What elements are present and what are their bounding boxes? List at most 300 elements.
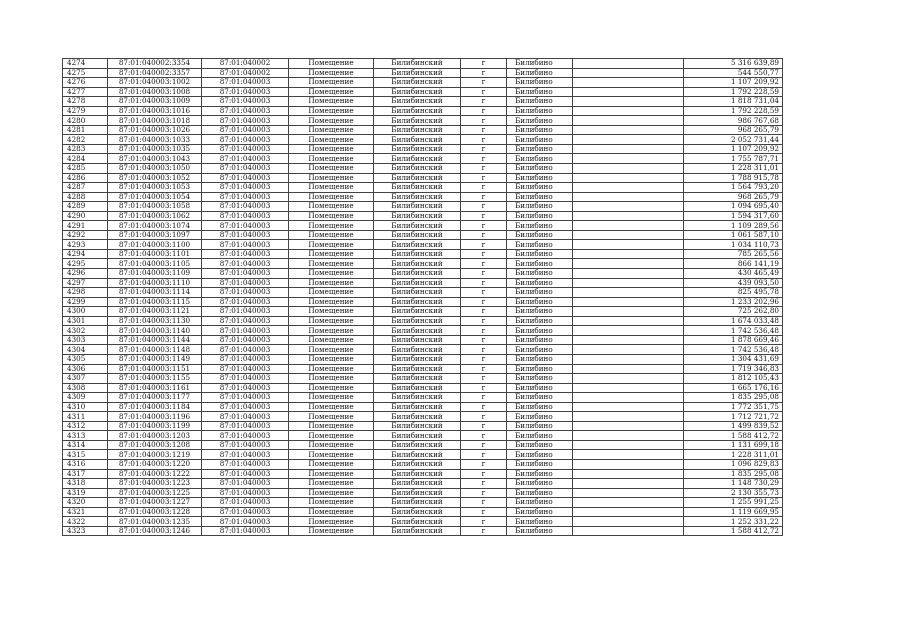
cadastral-value-cell: 1 119 669,95 bbox=[684, 507, 783, 517]
table-row bbox=[63, 488, 783, 498]
settlement-name-cell: Билибино bbox=[507, 116, 573, 126]
cadastral-quarter-cell: 87:01:040003 bbox=[202, 278, 289, 288]
cadastral-number-cell: 87:01:040003:1100 bbox=[108, 240, 202, 250]
empty-cell bbox=[573, 78, 684, 88]
cadastral-value-cell: 986 767,68 bbox=[684, 116, 783, 126]
settlement-kind-cell: г bbox=[461, 316, 507, 326]
settlement-kind-cell: г bbox=[461, 507, 507, 517]
cadastral-quarter-cell: 87:01:040003 bbox=[202, 144, 289, 154]
cadastral-quarter-cell: 87:01:040003 bbox=[202, 412, 289, 422]
district-cell: Билибинский bbox=[374, 249, 461, 259]
object-type-cell: Помещение bbox=[289, 421, 374, 431]
empty-cell bbox=[573, 383, 684, 393]
object-type-cell: Помещение bbox=[289, 68, 374, 78]
district-cell: Билибинский bbox=[374, 354, 461, 364]
object-type-cell: Помещение bbox=[289, 192, 374, 202]
cadastral-value-cell: 1 255 991,25 bbox=[684, 498, 783, 508]
cadastral-number-cell: 87:01:040003:1219 bbox=[108, 450, 202, 460]
object-type-cell: Помещение bbox=[289, 316, 374, 326]
row-number-cell: 4294 bbox=[63, 249, 108, 259]
cadastral-number-cell: 87:01:040003:1148 bbox=[108, 345, 202, 355]
settlement-name-cell: Билибино bbox=[507, 526, 573, 536]
cadastral-number-cell: 87:01:040003:1018 bbox=[108, 116, 202, 126]
district-cell: Билибинский bbox=[374, 173, 461, 183]
settlement-name-cell: Билибино bbox=[507, 335, 573, 345]
settlement-name-cell: Билибино bbox=[507, 173, 573, 183]
row-number-cell: 4314 bbox=[63, 440, 108, 450]
row-number-cell: 4315 bbox=[63, 450, 108, 460]
empty-cell bbox=[573, 230, 684, 240]
object-type-cell: Помещение bbox=[289, 488, 374, 498]
settlement-kind-cell: г bbox=[461, 173, 507, 183]
table-row bbox=[63, 431, 783, 441]
settlement-name-cell: Билибино bbox=[507, 421, 573, 431]
object-type-cell: Помещение bbox=[289, 97, 374, 107]
settlement-name-cell: Билибино bbox=[507, 97, 573, 107]
district-cell: Билибинский bbox=[374, 240, 461, 250]
row-number-cell: 4292 bbox=[63, 230, 108, 240]
settlement-name-cell: Билибино bbox=[507, 364, 573, 374]
object-type-cell: Помещение bbox=[289, 278, 374, 288]
settlement-name-cell: Билибино bbox=[507, 154, 573, 164]
row-number-cell: 4317 bbox=[63, 469, 108, 479]
empty-cell bbox=[573, 59, 684, 69]
table-row bbox=[63, 221, 783, 231]
district-cell: Билибинский bbox=[374, 192, 461, 202]
table-row bbox=[63, 316, 783, 326]
table-row bbox=[63, 354, 783, 364]
table-row bbox=[63, 412, 783, 422]
table-row bbox=[63, 526, 783, 536]
settlement-kind-cell: г bbox=[461, 469, 507, 479]
district-cell: Билибинский bbox=[374, 202, 461, 212]
registry-body bbox=[63, 59, 783, 536]
cadastral-quarter-cell: 87:01:040002 bbox=[202, 59, 289, 69]
cadastral-number-cell: 87:01:040003:1121 bbox=[108, 307, 202, 317]
cadastral-quarter-cell: 87:01:040003 bbox=[202, 164, 289, 174]
settlement-kind-cell: г bbox=[461, 326, 507, 336]
cadastral-quarter-cell: 87:01:040003 bbox=[202, 249, 289, 259]
empty-cell bbox=[573, 173, 684, 183]
empty-cell bbox=[573, 106, 684, 116]
cadastral-quarter-cell: 87:01:040003 bbox=[202, 364, 289, 374]
object-type-cell: Помещение bbox=[289, 87, 374, 97]
empty-cell bbox=[573, 326, 684, 336]
settlement-kind-cell: г bbox=[461, 288, 507, 298]
object-type-cell: Помещение bbox=[289, 479, 374, 489]
settlement-kind-cell: г bbox=[461, 517, 507, 527]
cadastral-value-cell: 1 034 110,73 bbox=[684, 240, 783, 250]
cadastral-quarter-cell: 87:01:040003 bbox=[202, 297, 289, 307]
district-cell: Билибинский bbox=[374, 211, 461, 221]
row-number-cell: 4284 bbox=[63, 154, 108, 164]
row-number-cell: 4293 bbox=[63, 240, 108, 250]
empty-cell bbox=[573, 87, 684, 97]
object-type-cell: Помещение bbox=[289, 440, 374, 450]
cadastral-quarter-cell: 87:01:040003 bbox=[202, 183, 289, 193]
object-type-cell: Помещение bbox=[289, 469, 374, 479]
district-cell: Билибинский bbox=[374, 517, 461, 527]
settlement-kind-cell: г bbox=[461, 135, 507, 145]
object-type-cell: Помещение bbox=[289, 154, 374, 164]
table-row bbox=[63, 240, 783, 250]
table-row bbox=[63, 135, 783, 145]
cadastral-quarter-cell: 87:01:040003 bbox=[202, 431, 289, 441]
object-type-cell: Помещение bbox=[289, 211, 374, 221]
cadastral-number-cell: 87:01:040003:1016 bbox=[108, 106, 202, 116]
row-number-cell: 4274 bbox=[63, 59, 108, 69]
cadastral-number-cell: 87:01:040003:1227 bbox=[108, 498, 202, 508]
settlement-name-cell: Билибино bbox=[507, 278, 573, 288]
row-number-cell: 4280 bbox=[63, 116, 108, 126]
cadastral-number-cell: 87:01:040003:1101 bbox=[108, 249, 202, 259]
row-number-cell: 4291 bbox=[63, 221, 108, 231]
settlement-name-cell: Билибино bbox=[507, 440, 573, 450]
district-cell: Билибинский bbox=[374, 135, 461, 145]
cadastral-quarter-cell: 87:01:040003 bbox=[202, 335, 289, 345]
settlement-name-cell: Билибино bbox=[507, 412, 573, 422]
empty-cell bbox=[573, 393, 684, 403]
settlement-name-cell: Билибино bbox=[507, 517, 573, 527]
district-cell: Билибинский bbox=[374, 335, 461, 345]
cadastral-quarter-cell: 87:01:040003 bbox=[202, 450, 289, 460]
settlement-kind-cell: г bbox=[461, 116, 507, 126]
empty-cell bbox=[573, 402, 684, 412]
district-cell: Билибинский bbox=[374, 116, 461, 126]
row-number-cell: 4309 bbox=[63, 393, 108, 403]
cadastral-quarter-cell: 87:01:040003 bbox=[202, 106, 289, 116]
table-row bbox=[63, 440, 783, 450]
cadastral-value-cell: 1 818 731,04 bbox=[684, 97, 783, 107]
table-row bbox=[63, 59, 783, 69]
cadastral-value-cell: 1 594 317,60 bbox=[684, 211, 783, 221]
object-type-cell: Помещение bbox=[289, 431, 374, 441]
cadastral-number-cell: 87:01:040003:1110 bbox=[108, 278, 202, 288]
table-row bbox=[63, 154, 783, 164]
cadastral-value-cell: 866 141,19 bbox=[684, 259, 783, 269]
empty-cell bbox=[573, 192, 684, 202]
cadastral-value-cell: 1 131 699,18 bbox=[684, 440, 783, 450]
cadastral-quarter-cell: 87:01:040003 bbox=[202, 240, 289, 250]
cadastral-number-cell: 87:01:040003:1114 bbox=[108, 288, 202, 298]
cadastral-number-cell: 87:01:040003:1222 bbox=[108, 469, 202, 479]
cadastral-quarter-cell: 87:01:040003 bbox=[202, 498, 289, 508]
table-row bbox=[63, 364, 783, 374]
settlement-kind-cell: г bbox=[461, 164, 507, 174]
object-type-cell: Помещение bbox=[289, 259, 374, 269]
settlement-name-cell: Билибино bbox=[507, 459, 573, 469]
empty-cell bbox=[573, 517, 684, 527]
cadastral-number-cell: 87:01:040003:1097 bbox=[108, 230, 202, 240]
cadastral-number-cell: 87:01:040003:1161 bbox=[108, 383, 202, 393]
object-type-cell: Помещение bbox=[289, 459, 374, 469]
table-row bbox=[63, 402, 783, 412]
district-cell: Билибинский bbox=[374, 68, 461, 78]
table-row bbox=[63, 116, 783, 126]
table-row bbox=[63, 106, 783, 116]
row-number-cell: 4287 bbox=[63, 183, 108, 193]
settlement-name-cell: Билибино bbox=[507, 354, 573, 364]
settlement-name-cell: Билибино bbox=[507, 164, 573, 174]
object-type-cell: Помещение bbox=[289, 269, 374, 279]
settlement-kind-cell: г bbox=[461, 374, 507, 384]
cadastral-quarter-cell: 87:01:040003 bbox=[202, 87, 289, 97]
settlement-kind-cell: г bbox=[461, 479, 507, 489]
cadastral-value-cell: 1 107 209,92 bbox=[684, 144, 783, 154]
row-number-cell: 4318 bbox=[63, 479, 108, 489]
row-number-cell: 4282 bbox=[63, 135, 108, 145]
empty-cell bbox=[573, 144, 684, 154]
settlement-name-cell: Билибино bbox=[507, 297, 573, 307]
cadastral-value-cell: 1 772 351,75 bbox=[684, 402, 783, 412]
empty-cell bbox=[573, 450, 684, 460]
row-number-cell: 4304 bbox=[63, 345, 108, 355]
settlement-kind-cell: г bbox=[461, 421, 507, 431]
table-row bbox=[63, 307, 783, 317]
settlement-name-cell: Билибино bbox=[507, 230, 573, 240]
settlement-name-cell: Билибино bbox=[507, 106, 573, 116]
settlement-name-cell: Билибино bbox=[507, 479, 573, 489]
object-type-cell: Помещение bbox=[289, 240, 374, 250]
cadastral-value-cell: 1 835 295,08 bbox=[684, 469, 783, 479]
object-type-cell: Помещение bbox=[289, 125, 374, 135]
cadastral-value-cell: 1 712 721,72 bbox=[684, 412, 783, 422]
cadastral-value-cell: 1 499 839,52 bbox=[684, 421, 783, 431]
district-cell: Билибинский bbox=[374, 412, 461, 422]
cadastral-quarter-cell: 87:01:040003 bbox=[202, 354, 289, 364]
cadastral-value-cell: 544 550,77 bbox=[684, 68, 783, 78]
object-type-cell: Помещение bbox=[289, 288, 374, 298]
district-cell: Билибинский bbox=[374, 383, 461, 393]
cadastral-number-cell: 87:01:040003:1074 bbox=[108, 221, 202, 231]
cadastral-quarter-cell: 87:01:040003 bbox=[202, 507, 289, 517]
cadastral-quarter-cell: 87:01:040003 bbox=[202, 116, 289, 126]
cadastral-number-cell: 87:01:040003:1246 bbox=[108, 526, 202, 536]
cadastral-value-cell: 968 265,79 bbox=[684, 125, 783, 135]
district-cell: Билибинский bbox=[374, 393, 461, 403]
row-number-cell: 4323 bbox=[63, 526, 108, 536]
row-number-cell: 4288 bbox=[63, 192, 108, 202]
cadastral-number-cell: 87:01:040003:1144 bbox=[108, 335, 202, 345]
cadastral-quarter-cell: 87:01:040003 bbox=[202, 269, 289, 279]
empty-cell bbox=[573, 269, 684, 279]
cadastral-value-cell: 1 674 033,48 bbox=[684, 316, 783, 326]
cadastral-number-cell: 87:01:040002:3354 bbox=[108, 59, 202, 69]
cadastral-value-cell: 1 878 669,46 bbox=[684, 335, 783, 345]
district-cell: Билибинский bbox=[374, 316, 461, 326]
table-row bbox=[63, 144, 783, 154]
object-type-cell: Помещение bbox=[289, 412, 374, 422]
table-row bbox=[63, 125, 783, 135]
empty-cell bbox=[573, 249, 684, 259]
object-type-cell: Помещение bbox=[289, 202, 374, 212]
cadastral-number-cell: 87:01:040003:1105 bbox=[108, 259, 202, 269]
settlement-name-cell: Билибино bbox=[507, 240, 573, 250]
empty-cell bbox=[573, 221, 684, 231]
district-cell: Билибинский bbox=[374, 106, 461, 116]
cadastral-quarter-cell: 87:01:040003 bbox=[202, 230, 289, 240]
cadastral-value-cell: 2 052 731,44 bbox=[684, 135, 783, 145]
table-row bbox=[63, 211, 783, 221]
settlement-kind-cell: г bbox=[461, 240, 507, 250]
settlement-name-cell: Билибино bbox=[507, 345, 573, 355]
district-cell: Билибинский bbox=[374, 326, 461, 336]
cadastral-value-cell: 1 061 587,10 bbox=[684, 230, 783, 240]
table-row bbox=[63, 87, 783, 97]
object-type-cell: Помещение bbox=[289, 135, 374, 145]
cadastral-quarter-cell: 87:01:040003 bbox=[202, 383, 289, 393]
settlement-name-cell: Билибино bbox=[507, 431, 573, 441]
row-number-cell: 4277 bbox=[63, 87, 108, 97]
cadastral-value-cell: 1 233 202,96 bbox=[684, 297, 783, 307]
settlement-kind-cell: г bbox=[461, 68, 507, 78]
row-number-cell: 4298 bbox=[63, 288, 108, 298]
settlement-name-cell: Билибино bbox=[507, 288, 573, 298]
cadastral-number-cell: 87:01:040003:1009 bbox=[108, 97, 202, 107]
object-type-cell: Помещение bbox=[289, 230, 374, 240]
district-cell: Билибинский bbox=[374, 421, 461, 431]
empty-cell bbox=[573, 307, 684, 317]
district-cell: Билибинский bbox=[374, 297, 461, 307]
object-type-cell: Помещение bbox=[289, 106, 374, 116]
settlement-name-cell: Билибино bbox=[507, 135, 573, 145]
settlement-kind-cell: г bbox=[461, 59, 507, 69]
empty-cell bbox=[573, 488, 684, 498]
table-row bbox=[63, 297, 783, 307]
cadastral-quarter-cell: 87:01:040003 bbox=[202, 488, 289, 498]
table-row bbox=[63, 393, 783, 403]
district-cell: Билибинский bbox=[374, 450, 461, 460]
cadastral-value-cell: 1 792 228,59 bbox=[684, 87, 783, 97]
table-row bbox=[63, 383, 783, 393]
settlement-kind-cell: г bbox=[461, 144, 507, 154]
settlement-kind-cell: г bbox=[461, 97, 507, 107]
object-type-cell: Помещение bbox=[289, 144, 374, 154]
cadastral-value-cell: 1 792 228,59 bbox=[684, 106, 783, 116]
row-number-cell: 4297 bbox=[63, 278, 108, 288]
district-cell: Билибинский bbox=[374, 364, 461, 374]
empty-cell bbox=[573, 125, 684, 135]
settlement-kind-cell: г bbox=[461, 345, 507, 355]
district-cell: Билибинский bbox=[374, 87, 461, 97]
settlement-kind-cell: г bbox=[461, 526, 507, 536]
object-type-cell: Помещение bbox=[289, 393, 374, 403]
empty-cell bbox=[573, 526, 684, 536]
row-number-cell: 4322 bbox=[63, 517, 108, 527]
cadastral-value-cell: 1 109 289,56 bbox=[684, 221, 783, 231]
cadastral-number-cell: 87:01:040003:1002 bbox=[108, 78, 202, 88]
table-row bbox=[63, 97, 783, 107]
settlement-kind-cell: г bbox=[461, 364, 507, 374]
cadastral-value-cell: 785 265,56 bbox=[684, 249, 783, 259]
settlement-kind-cell: г bbox=[461, 459, 507, 469]
object-type-cell: Помещение bbox=[289, 116, 374, 126]
object-type-cell: Помещение bbox=[289, 164, 374, 174]
settlement-name-cell: Билибино bbox=[507, 383, 573, 393]
cadastral-value-cell: 1 252 331,22 bbox=[684, 517, 783, 527]
settlement-kind-cell: г bbox=[461, 335, 507, 345]
object-type-cell: Помещение bbox=[289, 526, 374, 536]
cadastral-quarter-cell: 87:01:040003 bbox=[202, 469, 289, 479]
district-cell: Билибинский bbox=[374, 526, 461, 536]
settlement-name-cell: Билибино bbox=[507, 316, 573, 326]
empty-cell bbox=[573, 354, 684, 364]
settlement-kind-cell: г bbox=[461, 211, 507, 221]
table-row bbox=[63, 202, 783, 212]
table-row bbox=[63, 78, 783, 88]
cadastral-number-cell: 87:01:040003:1026 bbox=[108, 125, 202, 135]
settlement-kind-cell: г bbox=[461, 202, 507, 212]
empty-cell bbox=[573, 288, 684, 298]
cadastral-value-cell: 5 316 639,89 bbox=[684, 59, 783, 69]
settlement-name-cell: Билибино bbox=[507, 183, 573, 193]
cadastral-value-cell: 1 588 412,72 bbox=[684, 526, 783, 536]
settlement-kind-cell: г bbox=[461, 249, 507, 259]
row-number-cell: 4283 bbox=[63, 144, 108, 154]
district-cell: Билибинский bbox=[374, 278, 461, 288]
row-number-cell: 4299 bbox=[63, 297, 108, 307]
table-row bbox=[63, 479, 783, 489]
empty-cell bbox=[573, 459, 684, 469]
table-row bbox=[63, 288, 783, 298]
cadastral-number-cell: 87:01:040003:1235 bbox=[108, 517, 202, 527]
cadastral-quarter-cell: 87:01:040003 bbox=[202, 307, 289, 317]
cadastral-quarter-cell: 87:01:040003 bbox=[202, 135, 289, 145]
table-row bbox=[63, 259, 783, 269]
empty-cell bbox=[573, 68, 684, 78]
row-number-cell: 4305 bbox=[63, 354, 108, 364]
row-number-cell: 4320 bbox=[63, 498, 108, 508]
row-number-cell: 4289 bbox=[63, 202, 108, 212]
cadastral-quarter-cell: 87:01:040003 bbox=[202, 402, 289, 412]
object-type-cell: Помещение bbox=[289, 78, 374, 88]
empty-cell bbox=[573, 316, 684, 326]
cadastral-number-cell: 87:01:040003:1203 bbox=[108, 431, 202, 441]
cadastral-number-cell: 87:01:040003:1140 bbox=[108, 326, 202, 336]
empty-cell bbox=[573, 164, 684, 174]
cadastral-value-cell: 1 835 295,08 bbox=[684, 393, 783, 403]
table-row bbox=[63, 230, 783, 240]
settlement-kind-cell: г bbox=[461, 183, 507, 193]
cadastral-number-cell: 87:01:040003:1035 bbox=[108, 144, 202, 154]
object-type-cell: Помещение bbox=[289, 345, 374, 355]
settlement-kind-cell: г bbox=[461, 125, 507, 135]
district-cell: Билибинский bbox=[374, 230, 461, 240]
table-row bbox=[63, 459, 783, 469]
cadastral-quarter-cell: 87:01:040003 bbox=[202, 202, 289, 212]
cadastral-number-cell: 87:01:040003:1149 bbox=[108, 354, 202, 364]
cadastral-number-cell: 87:01:040003:1184 bbox=[108, 402, 202, 412]
district-cell: Билибинский bbox=[374, 125, 461, 135]
empty-cell bbox=[573, 440, 684, 450]
table-row bbox=[63, 192, 783, 202]
district-cell: Билибинский bbox=[374, 164, 461, 174]
district-cell: Билибинский bbox=[374, 402, 461, 412]
settlement-name-cell: Билибино bbox=[507, 211, 573, 221]
cadastral-number-cell: 87:01:040003:1052 bbox=[108, 173, 202, 183]
district-cell: Билибинский bbox=[374, 479, 461, 489]
empty-cell bbox=[573, 211, 684, 221]
settlement-kind-cell: г bbox=[461, 440, 507, 450]
cadastral-number-cell: 87:01:040003:1155 bbox=[108, 374, 202, 384]
district-cell: Билибинский bbox=[374, 221, 461, 231]
cadastral-quarter-cell: 87:01:040003 bbox=[202, 125, 289, 135]
settlement-kind-cell: г bbox=[461, 383, 507, 393]
cadastral-quarter-cell: 87:01:040003 bbox=[202, 479, 289, 489]
table-row bbox=[63, 469, 783, 479]
object-type-cell: Помещение bbox=[289, 374, 374, 384]
settlement-name-cell: Билибино bbox=[507, 393, 573, 403]
